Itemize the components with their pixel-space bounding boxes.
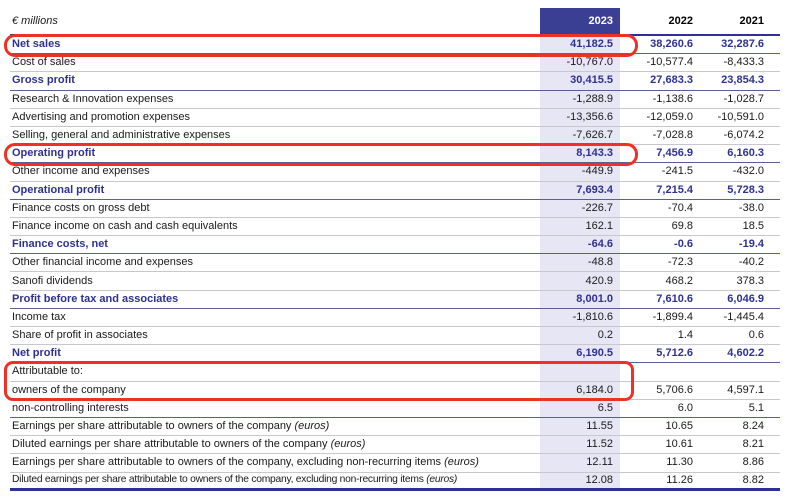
row-label: Sanofi dividends xyxy=(12,274,93,287)
value-2021: 8.21 xyxy=(742,438,764,451)
value-2022: -72.3 xyxy=(667,256,693,269)
value-2022: 6.0 xyxy=(677,401,693,414)
table-row xyxy=(10,145,780,163)
value-2022: 7,610.6 xyxy=(656,292,693,305)
value-2022: 69.8 xyxy=(671,219,693,232)
value-2022: 5,706.6 xyxy=(656,383,693,396)
value-2023: -1,288.9 xyxy=(540,91,620,108)
table-row xyxy=(10,382,780,400)
row-label: Net sales xyxy=(12,38,61,51)
value-2022: 5,712.6 xyxy=(656,347,693,360)
value-2021: 32,287.6 xyxy=(721,38,764,51)
value-2023: -10,767.0 xyxy=(540,54,620,71)
value-2021: -1,445.4 xyxy=(723,310,764,323)
value-2022: -7,028.8 xyxy=(652,129,693,142)
row-label: Operational profit xyxy=(12,183,105,196)
value-2022: 468.2 xyxy=(665,274,693,287)
table-row xyxy=(10,218,780,236)
table-row xyxy=(10,236,780,254)
table-row xyxy=(10,163,780,181)
table-row xyxy=(10,327,780,345)
value-2021: 8.82 xyxy=(742,473,764,486)
value-2022: -1,138.6 xyxy=(652,92,693,105)
table-row xyxy=(10,72,780,90)
row-label: Net profit xyxy=(12,347,61,360)
value-2023: 8,001.0 xyxy=(540,291,620,308)
row-label-italic-suffix: (euros) xyxy=(330,438,366,451)
table-row xyxy=(10,436,780,454)
table-row xyxy=(10,127,780,145)
row-label: Profit before tax and associates xyxy=(12,292,179,305)
value-2023: 12.08 xyxy=(540,473,620,488)
value-2021: -40.2 xyxy=(738,256,764,269)
value-2023: 6,190.5 xyxy=(540,345,620,362)
value-2021: 8.86 xyxy=(742,456,764,469)
value-2021: -432.0 xyxy=(732,165,764,178)
value-2023: 11.52 xyxy=(540,436,620,453)
row-label: Attributable to: xyxy=(12,365,83,378)
value-2022: 7,456.9 xyxy=(656,147,693,160)
value-2023: 7,693.4 xyxy=(540,182,620,199)
row-label: Share of profit in associates xyxy=(12,329,148,342)
value-2021: 378.3 xyxy=(736,274,764,287)
value-2021: -38.0 xyxy=(738,201,764,214)
value-2021: -6,074.2 xyxy=(723,129,764,142)
table-row xyxy=(10,36,780,54)
row-label: Advertising and promotion expenses xyxy=(12,110,190,123)
table-row xyxy=(10,91,780,109)
row-label: Other income and expenses xyxy=(12,165,150,178)
table-row xyxy=(10,418,780,436)
value-2021: 8.24 xyxy=(742,420,764,433)
table-row xyxy=(10,400,780,418)
value-2023: 420.9 xyxy=(540,272,620,289)
value-2021: 4,602.2 xyxy=(727,347,764,360)
row-label: owners of the company xyxy=(12,383,126,396)
value-2023 xyxy=(540,363,620,380)
row-label: Earnings per share attributable to owners of the company (euros) xyxy=(12,420,330,433)
value-2023: 11.55 xyxy=(540,418,620,435)
value-2023: 8,143.3 xyxy=(540,145,620,162)
value-2021: 4,597.1 xyxy=(727,383,764,396)
value-2023: -48.8 xyxy=(540,254,620,271)
value-2023: -226.7 xyxy=(540,200,620,217)
table-row xyxy=(10,200,780,218)
row-label: Other financial income and expenses xyxy=(12,256,193,269)
value-2023: 0.2 xyxy=(540,327,620,344)
row-label: Income tax xyxy=(12,310,66,323)
row-label: Diluted earnings per share attributable to owners of the company, excluding non-recurring items (euros) xyxy=(12,473,458,485)
row-label: Research & Innovation expenses xyxy=(12,92,174,105)
value-2023: -449.9 xyxy=(540,163,620,180)
value-2022: 38,260.6 xyxy=(650,38,693,51)
table-row xyxy=(10,363,780,381)
value-2022: 10.61 xyxy=(665,438,693,451)
value-2023: -13,356.6 xyxy=(540,109,620,126)
value-2023: -1,810.6 xyxy=(540,309,620,326)
table-row xyxy=(10,345,780,363)
row-label: Selling, general and administrative expenses xyxy=(12,129,231,142)
column-header-2023: 2023 xyxy=(540,8,620,34)
table-row xyxy=(10,454,780,472)
value-2022: -1,899.4 xyxy=(652,310,693,323)
table-row xyxy=(10,473,780,491)
value-2022: -12,059.0 xyxy=(646,110,693,123)
value-2022: -241.5 xyxy=(661,165,693,178)
value-2023: 6,184.0 xyxy=(540,382,620,399)
row-label: Earnings per share attributable to owners of the company, excluding non-recurring items (euros) xyxy=(12,456,479,469)
table-body xyxy=(10,36,780,491)
value-2021: -19.4 xyxy=(738,238,764,251)
table-row xyxy=(10,54,780,72)
row-label: non-controlling interests xyxy=(12,401,129,414)
column-header-2021: 2021 xyxy=(739,14,764,27)
value-2023: 41,182.5 xyxy=(540,36,620,53)
row-label-italic-suffix: (euros) xyxy=(426,473,458,485)
table-row xyxy=(10,254,780,272)
value-2021: -1,028.7 xyxy=(723,92,764,105)
value-2023: 30,415.5 xyxy=(540,72,620,89)
table-row xyxy=(10,272,780,290)
value-2021: 23,854.3 xyxy=(721,74,764,87)
row-label: Finance income on cash and cash equivalents xyxy=(12,219,238,232)
value-2022: 7,215.4 xyxy=(656,183,693,196)
value-2022: -70.4 xyxy=(667,201,693,214)
value-2022: 11.26 xyxy=(666,473,693,486)
value-2021: 5,728.3 xyxy=(727,183,764,196)
value-2023: 162.1 xyxy=(540,218,620,235)
value-2021: 6,046.9 xyxy=(727,292,764,305)
table-row xyxy=(10,309,780,327)
value-2022: 1.4 xyxy=(677,329,693,342)
row-label: Diluted earnings per share attributable to owners of the company (euros) xyxy=(12,438,366,451)
value-2022: 11.30 xyxy=(666,456,693,469)
table-header-row xyxy=(10,8,780,36)
income-statement-table xyxy=(10,8,780,491)
row-label: Finance costs, net xyxy=(12,238,108,251)
value-2021: 5.1 xyxy=(748,401,764,414)
value-2023: -64.6 xyxy=(540,236,620,253)
value-2021: -10,591.0 xyxy=(717,110,764,123)
table-row xyxy=(10,109,780,127)
column-header-2022: 2022 xyxy=(668,14,693,27)
value-2023: 6.5 xyxy=(540,400,620,417)
row-label: Gross profit xyxy=(12,74,75,87)
value-2021: 6,160.3 xyxy=(727,147,764,160)
table-row xyxy=(10,182,780,200)
row-label-italic-suffix: (euros) xyxy=(444,456,479,469)
value-2022: 10.65 xyxy=(665,420,693,433)
unit-label: € millions xyxy=(12,14,58,27)
value-2023: 12.11 xyxy=(540,454,620,471)
value-2021: -8,433.3 xyxy=(723,56,764,69)
value-2021: 0.6 xyxy=(748,329,764,342)
value-2022: -10,577.4 xyxy=(646,56,693,69)
value-2021: 18.5 xyxy=(742,219,764,232)
row-label-italic-suffix: (euros) xyxy=(294,420,330,433)
row-label: Operating profit xyxy=(12,147,96,160)
value-2022: -0.6 xyxy=(674,238,693,251)
value-2023: -7,626.7 xyxy=(540,127,620,144)
table-row xyxy=(10,291,780,309)
row-label: Finance costs on gross debt xyxy=(12,201,150,214)
row-label: Cost of sales xyxy=(12,56,76,69)
value-2022: 27,683.3 xyxy=(650,74,693,87)
